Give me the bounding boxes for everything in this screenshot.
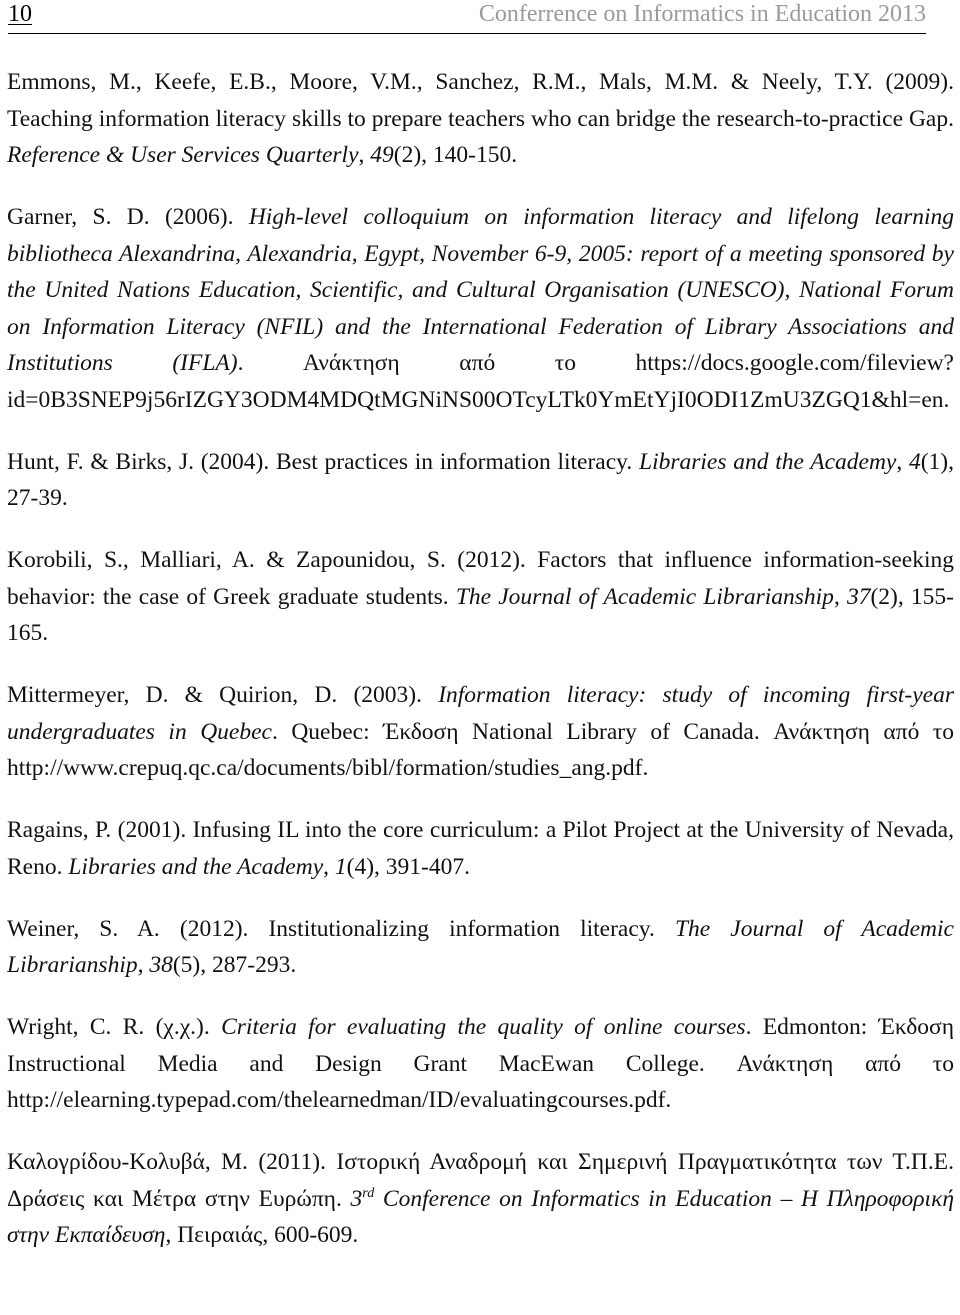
reference-entry-hunt: [7, 444, 954, 517]
reference-text: (1), 27-39.: [7, 448, 955, 511]
reference-text: Conference on Informatics in Education – Η Πληροφορική στην Εκπαίδευση: [7, 1185, 955, 1248]
reference-text: Hunt, F. & Birks, J. (2004). Best practices in information literacy.: [7, 448, 639, 475]
reference-text: Information literacy: study of incoming first-year undergraduates in Quebec: [7, 682, 954, 745]
reference-text: High-level colloquium on information literacy and lifelong learning bibliotheca Alexandrina, Alexandria, Egypt, November 6-9, 2005: report of a meeting sponsored by the United Nations Education, Scientific, and Cultural Organisation (UNESCO), National Forum on Information Literacy (NFIL) and the International Federation of Library Associations and Institutions (IFLA): [7, 204, 955, 376]
reference-text: (2), 140-150.: [393, 142, 518, 168]
reference-text: Mittermeyer, D. & Quirion, D. (2003).: [7, 682, 439, 708]
reference-text: Reference & User Services Quarterly: [7, 142, 359, 168]
reference-text: The Journal of Academic Librarianship: [7, 915, 954, 978]
reference-entry-korobili: [7, 542, 954, 652]
reference-text: 38: [149, 952, 173, 978]
reference-text: 1: [334, 853, 347, 880]
reference-text: ,: [833, 583, 847, 610]
reference-text: (5), 287-293.: [172, 952, 297, 978]
reference-text: ,: [323, 853, 335, 880]
reference-text: (4), 391-407.: [346, 853, 470, 880]
reference-text: 49: [370, 142, 394, 168]
reference-text: Libraries and the Academy: [68, 853, 324, 880]
reference-text: Ragains, P. (2001). Infusing IL into the core curriculum: a Pilot Project at the University of Nevada, Reno.: [7, 817, 954, 880]
reference-text: ,: [137, 952, 150, 978]
reference-text: Emmons, M., Keefe, E.B., Moore, V.M., Sanchez, R.M., Mals, M.M. & Neely, T.Y. (2009). Teaching information literacy skills to prepare teachers who can bridge the research-to-practice Gap.: [7, 69, 954, 132]
reference-text: Garner, S. D. (2006).: [7, 204, 249, 230]
reference-text: 37: [846, 583, 871, 610]
reference-text: . Edmonton: Έκδοση Instructional Media and Design Grant MacEwan College. Ανάκτηση από το http://elearning.typepad.com/thelearnedman/ID/evaluatingcourses.pdf.: [7, 1014, 955, 1113]
page-number: 10: [8, 1, 32, 27]
reference-entry-kalogeridou: [7, 1144, 954, 1254]
reference-entry-ragains: [7, 812, 954, 885]
reference-text: 3: [350, 1185, 363, 1212]
reference-entry-garner: [7, 199, 954, 418]
reference-text: Καλογρίδου-Κολυβά, Μ. (2011). Ιστορική Αναδρομή και Σημερινή Πραγματικότητα των Τ.Π.Ε. Δράσεις και Μέτρα στην Ευρώπη.: [7, 1149, 954, 1212]
reference-text: Weiner, S. A. (2012). Institutionalizing information literacy.: [7, 915, 675, 942]
reference-text: (2), 155-165.: [7, 583, 954, 646]
reference-text: Libraries and the Academy: [639, 448, 897, 475]
reference-text: Korobili, S., Malliari, A. & Zapounidou, S. (2012). Factors that influence information-seeking behavior: the case of Greek graduate students.: [7, 547, 954, 610]
reference-entry-mittermeyer: [7, 677, 954, 787]
reference-text: ,: [896, 448, 909, 475]
reference-entry-weiner: [7, 911, 954, 984]
reference-text: Criteria for evaluating the quality of online courses: [221, 1014, 746, 1040]
page-header: [8, 0, 926, 36]
reference-text: rd: [362, 1185, 375, 1201]
reference-text: 4: [908, 448, 921, 475]
reference-text: . Quebec: Έκδοση National Library of Canada. Ανάκτηση από το http://www.crepuq.qc.ca/documents/bibl/formation/studies_ang.pdf.: [7, 718, 954, 781]
reference-text: The Journal of Academic Librarianship: [455, 583, 834, 610]
reference-text: Wright, C. R. (χ.χ.).: [7, 1014, 222, 1040]
reference-entry-emmons: [7, 64, 954, 174]
reference-list: [7, 64, 954, 1254]
running-title: Conferrence on Informatics in Education 2013: [478, 1, 926, 27]
reference-text: , Πειραιάς, 600-609.: [165, 1222, 359, 1248]
header-rule: [8, 33, 926, 34]
reference-text: . Ανάκτηση από το https://docs.google.com/fileview?id=0B3SNEP9j56rIZGY3ODM4MDQtMGNiNS00OTcyLTk0YmEtYjI0ODI1ZmU3ZGQ1&hl=en.: [7, 350, 954, 413]
reference-entry-wright: [7, 1009, 954, 1119]
reference-text: ,: [358, 142, 371, 168]
